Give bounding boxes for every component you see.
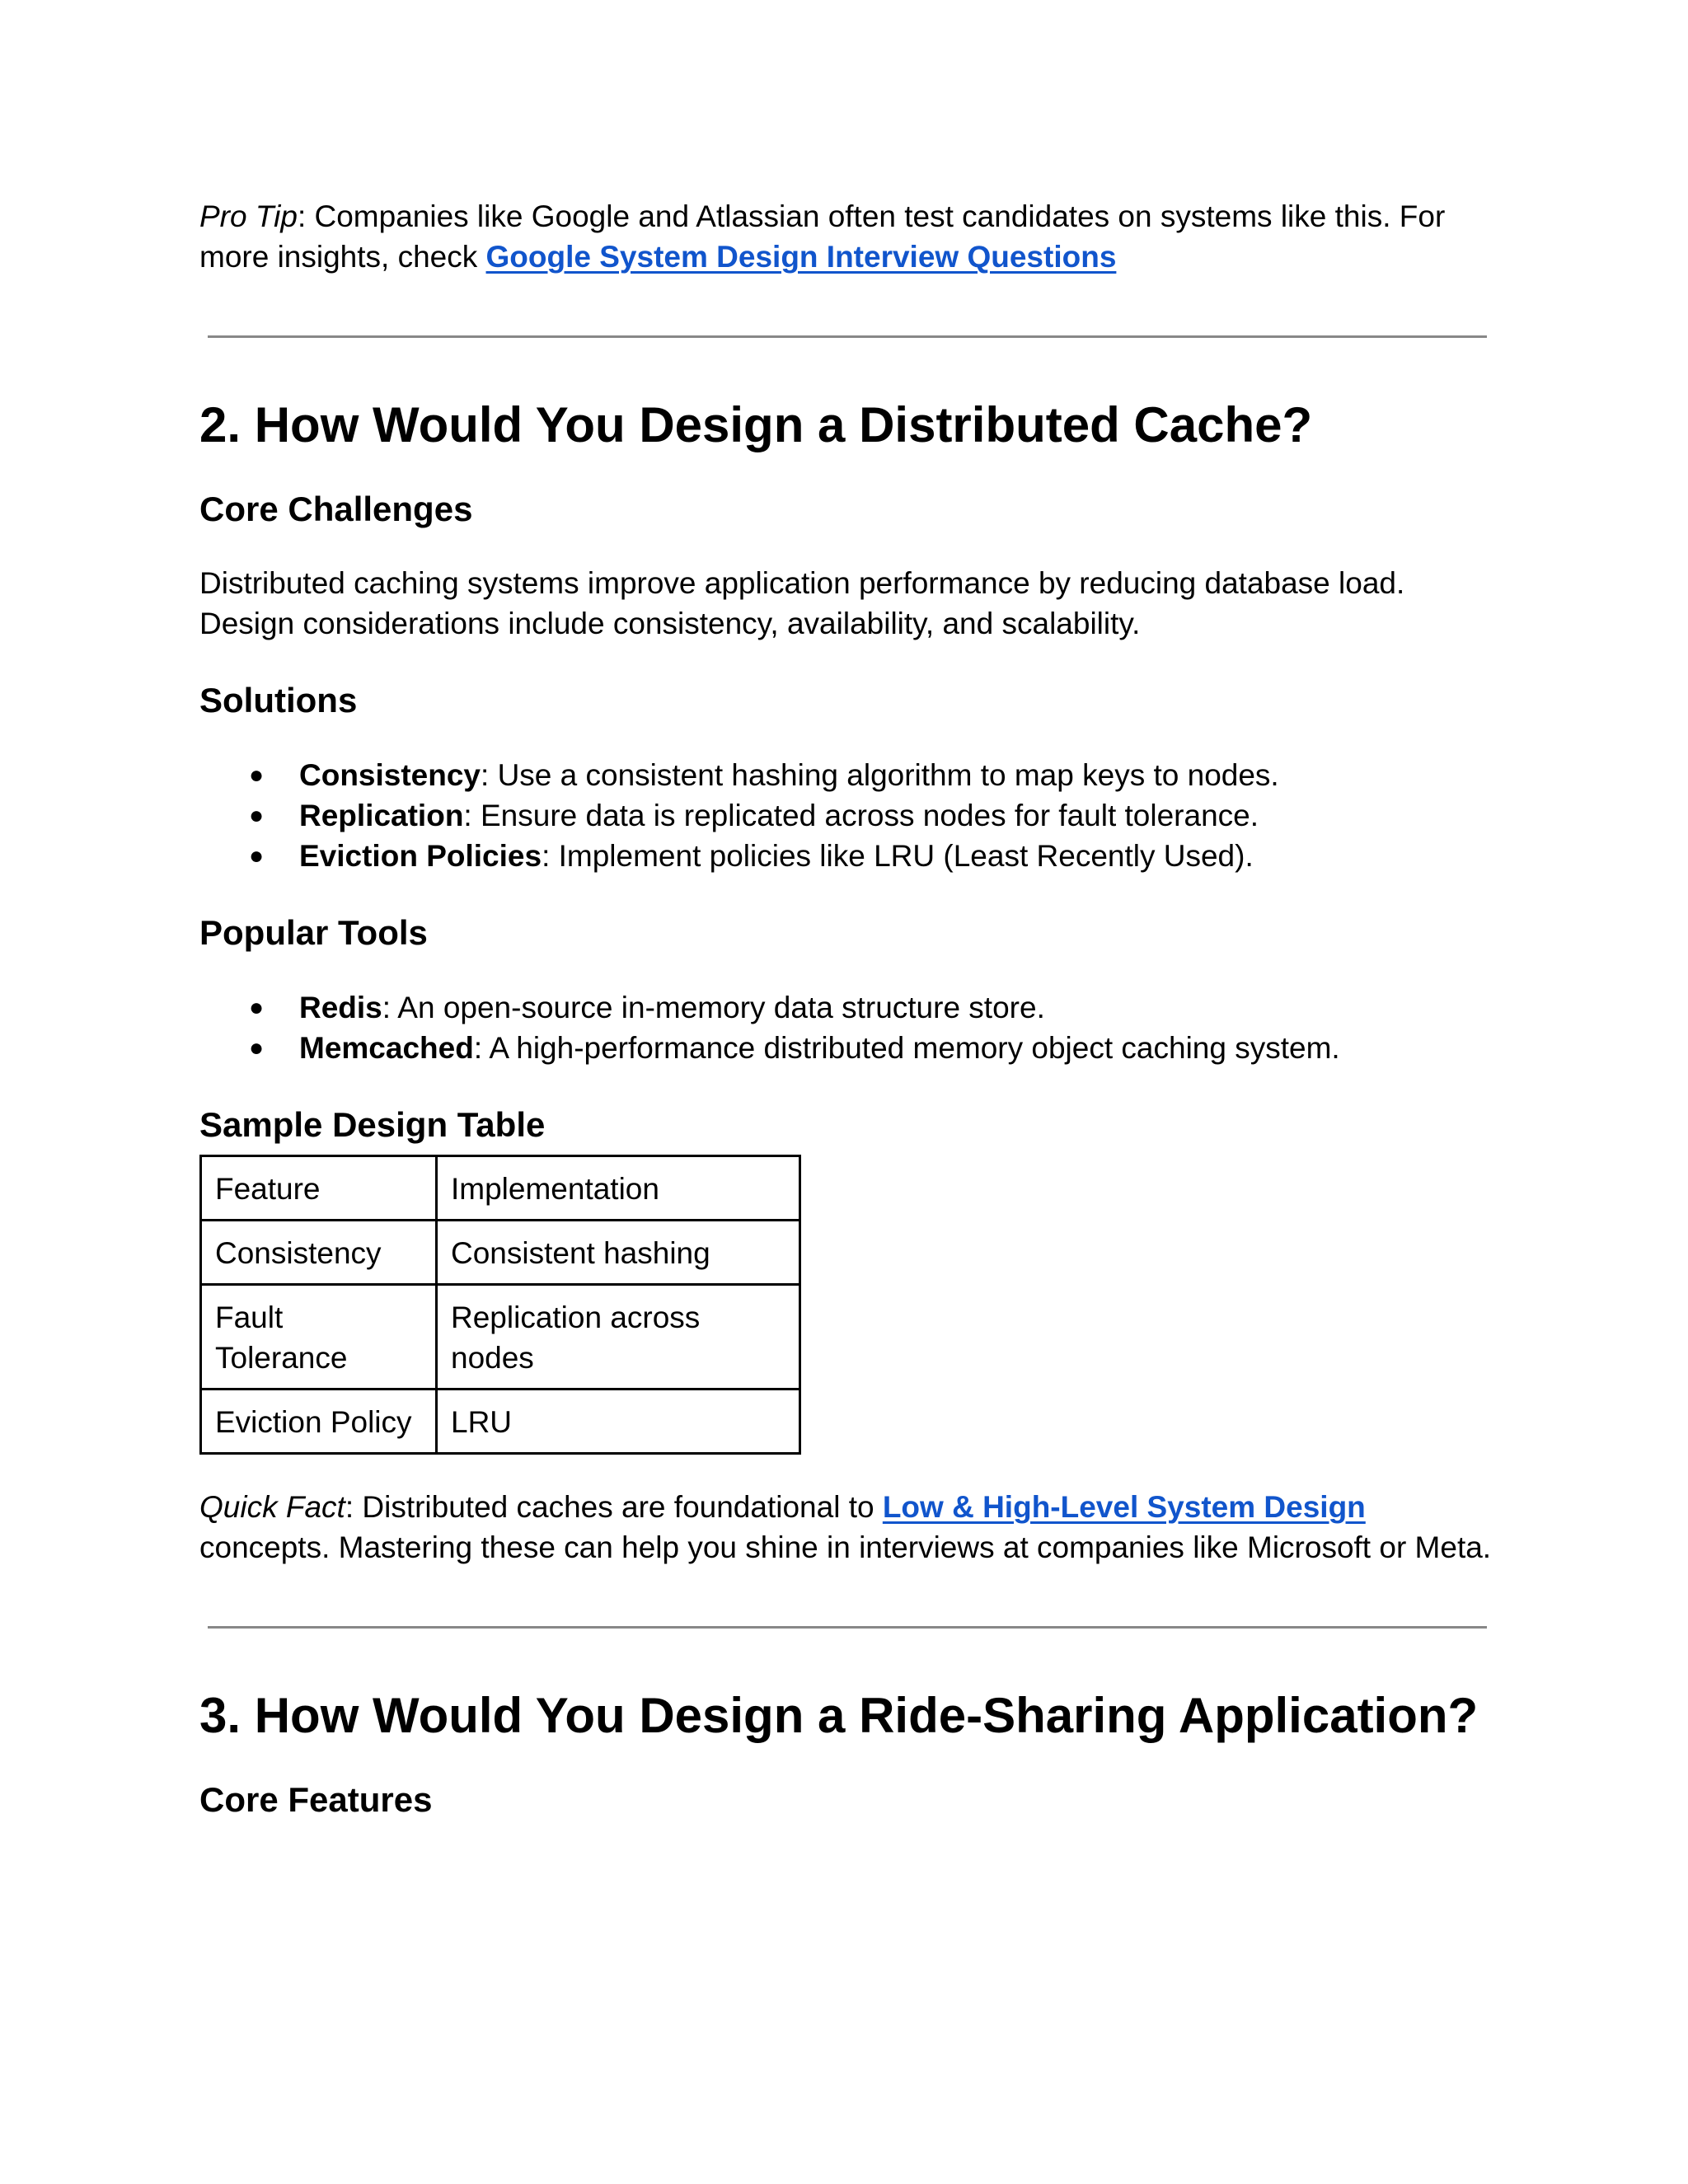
pro-tip-paragraph bbox=[199, 196, 1493, 277]
sample-design-table-heading: Sample Design Table bbox=[199, 1105, 546, 1144]
table-cell: Replication across nodes bbox=[437, 1285, 800, 1390]
bullet-icon: ● bbox=[249, 994, 265, 1021]
core-features-heading: Core Features bbox=[199, 1780, 433, 1819]
list-item: ● Redis: An open-source in-memory data structure store. bbox=[199, 987, 1493, 1028]
section-3-title: 3. How Would You Design a Ride-Sharing Application? bbox=[199, 1688, 1479, 1743]
table-cell: Feature bbox=[201, 1156, 437, 1221]
solutions-list bbox=[199, 755, 1493, 876]
list-item: ● Eviction Policies: Implement policies like LRU (Least Recently Used). bbox=[199, 836, 1493, 876]
pro-tip-text: : Companies like Google and Atlassian often test candidates on systems like this. For bbox=[297, 199, 1446, 233]
quick-fact-label: Quick Fact bbox=[199, 1490, 345, 1524]
list-item: ● Memcached: A high-performance distributed memory object caching system. bbox=[199, 1028, 1493, 1068]
core-challenges-heading: Core Challenges bbox=[199, 490, 473, 528]
horizontal-divider bbox=[208, 1626, 1487, 1629]
core-challenges-paragraph: Distributed caching systems improve application performance by reducing database load. Design considerations include consistency, availability, and scalability. bbox=[199, 566, 1405, 640]
popular-tools-list bbox=[199, 987, 1493, 1068]
table-row bbox=[201, 1285, 800, 1390]
sample-design-table bbox=[199, 1155, 801, 1455]
solutions-heading: Solutions bbox=[199, 681, 358, 719]
bullet-icon: ● bbox=[249, 802, 265, 829]
table-cell: Consistent hashing bbox=[437, 1221, 800, 1285]
bullet-icon: ● bbox=[249, 762, 265, 789]
list-item: ● Replication: Ensure data is replicated across nodes for fault tolerance. bbox=[199, 795, 1493, 836]
google-interview-questions-link[interactable]: Google System Design Interview Questions bbox=[485, 240, 1117, 274]
table-cell: Fault Tolerance bbox=[201, 1285, 437, 1390]
table-row bbox=[201, 1390, 800, 1454]
list-item: ● Consistency: Use a consistent hashing algorithm to map keys to nodes. bbox=[199, 755, 1493, 795]
table-cell: Consistency bbox=[201, 1221, 437, 1285]
document-page bbox=[199, 196, 1493, 1821]
bullet-icon: ● bbox=[249, 842, 265, 869]
quick-fact-paragraph: Quick Fact: Distributed caches are foundational to Low & High-Level System Design concepts. Mastering these can help you shine in interviews at companies like Microsoft or Meta. bbox=[199, 1490, 1492, 1564]
pro-tip-text-2: more insights, check bbox=[199, 240, 486, 274]
table-cell: Eviction Policy bbox=[201, 1390, 437, 1454]
popular-tools-heading: Popular Tools bbox=[199, 913, 428, 952]
pro-tip-label: Pro Tip bbox=[199, 199, 298, 233]
horizontal-divider bbox=[208, 335, 1487, 338]
table-row bbox=[201, 1156, 800, 1221]
table-cell: Implementation bbox=[437, 1156, 800, 1221]
table-row bbox=[201, 1221, 800, 1285]
system-design-link[interactable]: Low & High-Level System Design bbox=[882, 1490, 1366, 1524]
section-2-title: 2. How Would You Design a Distributed Cache? bbox=[199, 397, 1313, 452]
bullet-icon: ● bbox=[249, 1034, 265, 1062]
table-cell: LRU bbox=[437, 1390, 800, 1454]
